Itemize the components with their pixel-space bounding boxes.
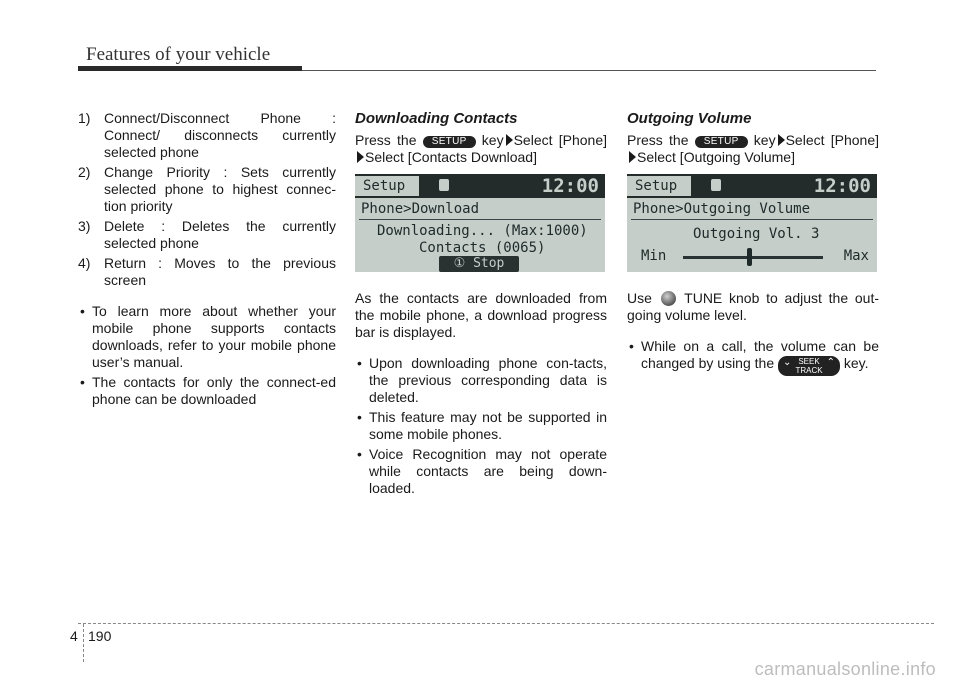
outgoing-volume-screen — [627, 174, 877, 272]
bullet-item: • Voice Recognition may not operate while contacts are being down-loaded. — [357, 446, 607, 496]
volume-track — [683, 256, 823, 259]
screen-path: Phone>Download — [361, 201, 480, 217]
section-heading-downloading-contacts: Downloading Contacts — [355, 110, 518, 127]
arrow-right-icon — [506, 134, 513, 146]
instruction: Press the SETUP key Select [Phone]Select [Outgoing Volume] — [627, 132, 879, 165]
screen-tab: Setup — [627, 176, 691, 196]
arrow-right-icon — [357, 151, 364, 163]
max-label: Max — [843, 248, 869, 264]
volume-slider-thumb[interactable] — [747, 248, 752, 266]
bullet-item: • This feature may not be supported in some mobile phones. — [357, 409, 607, 442]
phone-status-icon — [439, 179, 449, 191]
watermark: carmanualsonline.info — [754, 659, 936, 679]
bullet-item: • While on a call, the volume can be changed by using the ⌄ ⌃ SEEK TRACK key. — [629, 338, 879, 375]
download-screen — [355, 174, 605, 272]
footer-separator — [83, 624, 84, 662]
screen-path: Phone>Outgoing Volume — [633, 201, 811, 217]
setup-key-icon: SETUP — [695, 136, 748, 148]
list-item: 2) Change Priority : Sets currently selected phone to highest connec-tion priority — [78, 164, 336, 214]
list-item: 1) Connect/Disconnect Phone : Connect/ disconnects currently selected phone — [78, 110, 336, 160]
header-bar — [78, 66, 302, 71]
bullet-item: • To learn more about whether your mobile phone supports contacts downloads, refer to your mobile phone user’s manual. — [80, 303, 336, 370]
column-2 — [355, 110, 607, 500]
section-heading-outgoing-volume: Outgoing Volume — [627, 110, 752, 127]
download-status: Downloading... (Max:1000) — [377, 223, 588, 239]
stop-button[interactable]: ① Stop — [439, 256, 519, 272]
page-number: 190 — [88, 628, 112, 644]
list-item: 3) Delete : Deletes the currently selected phone — [78, 218, 336, 251]
min-label: Min — [641, 248, 667, 264]
instruction: Press the SETUP key Select [Phone]Select [Contacts Download] — [355, 132, 607, 165]
tune-knob-icon — [661, 291, 676, 306]
screen-clock: 12:00 — [541, 175, 599, 197]
chapter-number: 4 — [70, 628, 78, 644]
paragraph: As the contacts are downloaded from the mobile phone, a download progress bar is displayed. — [355, 290, 607, 340]
phone-status-icon — [711, 179, 721, 191]
column-3 — [627, 110, 879, 379]
volume-level-label: Outgoing Vol. 3 — [693, 226, 820, 242]
bullet-item: • The contacts for only the connect-ed phone can be downloaded — [80, 374, 336, 407]
contacts-count: Contacts (0065) — [419, 240, 546, 256]
footer-rule — [78, 623, 934, 624]
list-item: 4) Return : Moves to the previous screen — [78, 255, 336, 288]
setup-key-icon: SETUP — [423, 136, 476, 148]
header-rule — [302, 70, 876, 71]
paragraph: Use TUNE knob to adjust the out-going volume level. — [627, 290, 879, 323]
arrow-right-icon — [629, 151, 636, 163]
screen-clock: 12:00 — [813, 175, 871, 197]
seek-track-key-icon: ⌄ ⌃ SEEK TRACK — [778, 356, 840, 376]
arrow-right-icon — [778, 134, 785, 146]
screen-tab: Setup — [355, 176, 419, 196]
page-header-title: Features of your vehicle — [86, 44, 271, 65]
bullet-item: • Upon downloading phone con-tacts, the previous corresponding data is deleted. — [357, 355, 607, 405]
column-1 — [78, 110, 336, 411]
